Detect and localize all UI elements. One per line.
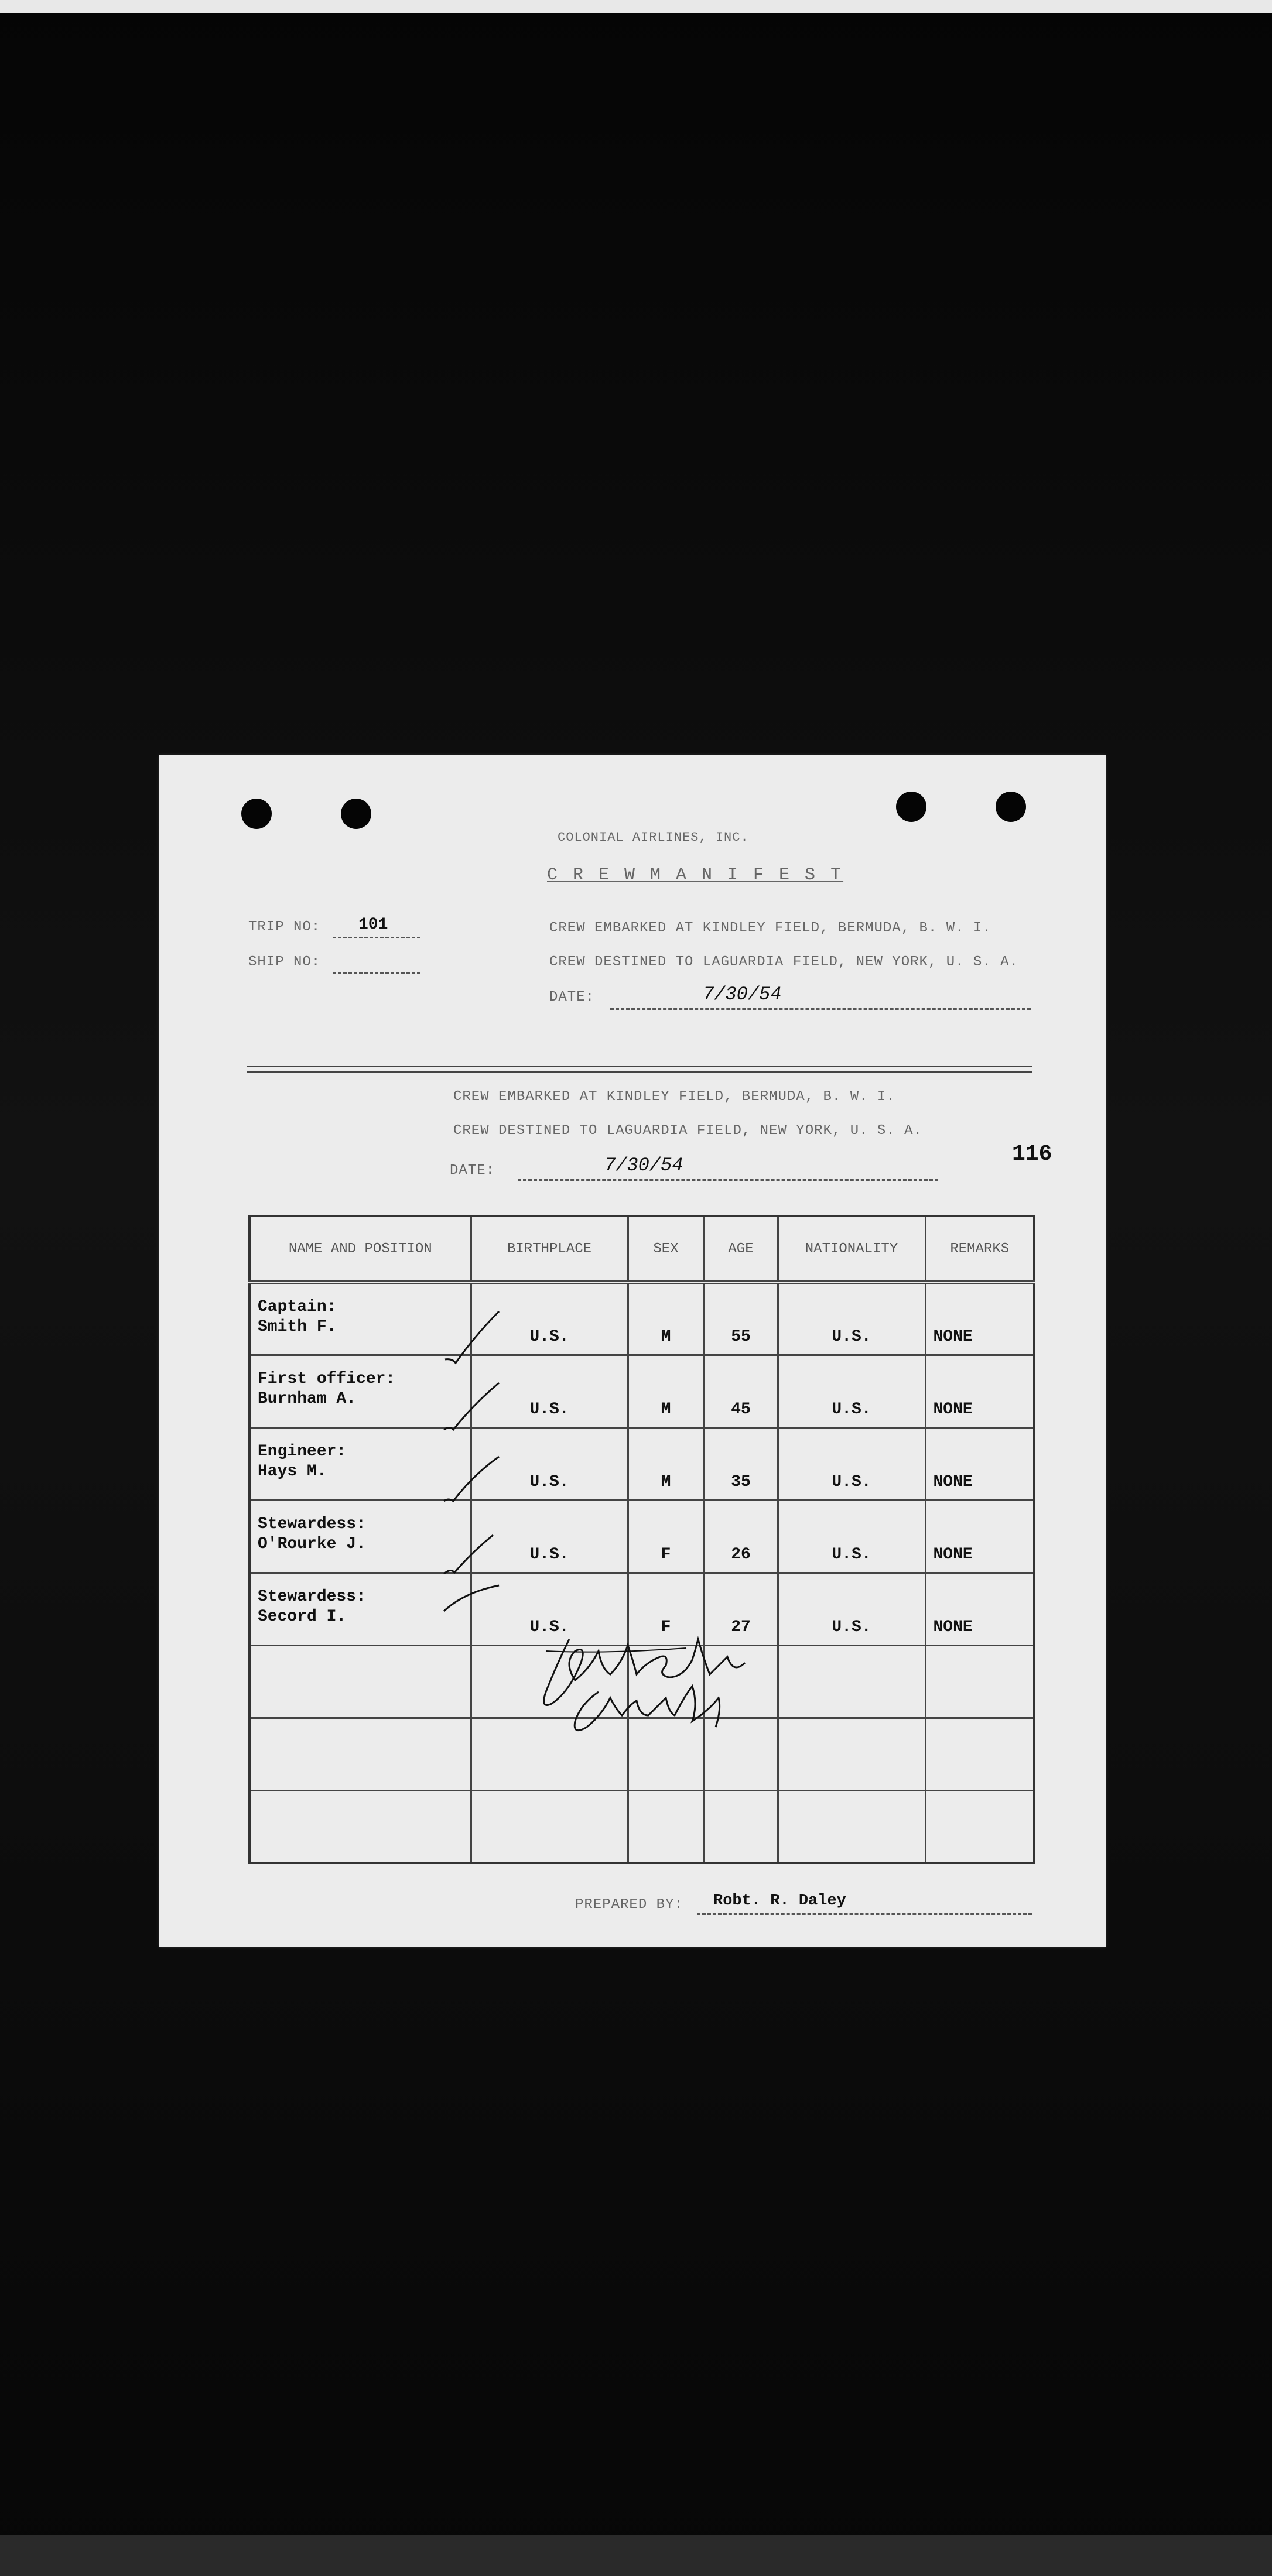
date-handwritten-2: 7/30/54 — [604, 1155, 683, 1176]
table-row — [249, 1427, 1034, 1500]
age-cell: 27 — [704, 1573, 778, 1645]
crew-table — [248, 1215, 1035, 1864]
col-header-remarks: REMARKS — [925, 1216, 1034, 1282]
company-name: COLONIAL AIRLINES, INC. — [558, 830, 749, 845]
sex-cell: M — [628, 1427, 704, 1500]
col-header-birthplace: BIRTHPLACE — [471, 1216, 628, 1282]
crew-name: Burnham A. — [258, 1390, 357, 1408]
name-position-cell — [249, 1573, 471, 1645]
trip-underline — [333, 937, 420, 938]
birthplace-cell: U.S. — [471, 1500, 628, 1573]
handwritten-signature — [534, 1628, 768, 1745]
nationality-cell: U.S. — [778, 1500, 925, 1573]
age-cell: 55 — [704, 1282, 778, 1355]
birthplace-cell: U.S. — [471, 1282, 628, 1355]
age-cell: 45 — [704, 1355, 778, 1427]
date-underline — [610, 1008, 1031, 1010]
sex-cell: F — [628, 1573, 704, 1645]
nationality-cell: U.S. — [778, 1427, 925, 1500]
col-header-name: NAME AND POSITION — [249, 1216, 471, 1282]
sex-cell: M — [628, 1282, 704, 1355]
age-cell: 35 — [704, 1427, 778, 1500]
table-row-empty — [249, 1790, 1034, 1863]
manifest-title: C R E W M A N I F E S T — [547, 865, 844, 885]
punch-hole — [341, 799, 371, 829]
birthplace-cell: U.S. — [471, 1427, 628, 1500]
remarks-cell: NONE — [925, 1573, 1034, 1645]
check-mark-icon — [444, 1383, 499, 1430]
nationality-cell: U.S. — [778, 1282, 925, 1355]
punch-hole — [996, 792, 1026, 822]
trip-number: 101 — [358, 916, 388, 934]
nationality-cell: U.S. — [778, 1573, 925, 1645]
remarks-cell: NONE — [925, 1500, 1034, 1573]
remarks-cell: NONE — [925, 1282, 1034, 1355]
check-mark-icon — [444, 1535, 493, 1574]
name-position-cell — [249, 1427, 471, 1500]
col-header-age: AGE — [704, 1216, 778, 1282]
destined-line: CREW DESTINED TO LAGUARDIA FIELD, NEW YORK, U. S. A. — [549, 954, 1018, 970]
date-label-2: DATE: — [450, 1163, 495, 1179]
age-cell: 26 — [704, 1500, 778, 1573]
name-position-cell — [249, 1355, 471, 1427]
remarks-cell: NONE — [925, 1355, 1034, 1427]
date-underline-2 — [518, 1179, 938, 1181]
name-position-cell — [249, 1282, 471, 1355]
check-marks — [440, 1306, 505, 1622]
trip-label: TRIP NO: — [248, 919, 321, 935]
page-number: 116 — [1012, 1142, 1052, 1167]
destined-line-2: CREW DESTINED TO LAGUARDIA FIELD, NEW YORK, U. S. A. — [453, 1123, 922, 1139]
punch-hole — [241, 799, 272, 829]
date-handwritten: 7/30/54 — [703, 984, 782, 1005]
prepared-by-name: Robt. R. Daley — [713, 1892, 846, 1910]
sex-cell: M — [628, 1355, 704, 1427]
crew-manifest-page — [159, 755, 1106, 1947]
crew-name: Smith F. — [258, 1317, 337, 1336]
divider-top — [247, 1066, 1032, 1067]
ship-underline — [333, 972, 420, 974]
position: Stewardess: — [258, 1588, 366, 1606]
nationality-cell: U.S. — [778, 1355, 925, 1427]
crew-name: Secord I. — [258, 1608, 347, 1626]
prepared-by-underline — [697, 1913, 1032, 1915]
table-row — [249, 1282, 1034, 1355]
position: Captain: — [258, 1297, 337, 1316]
date-label: DATE: — [549, 989, 595, 1005]
prepared-by-label: PREPARED BY: — [575, 1897, 683, 1913]
check-mark-icon — [445, 1311, 499, 1363]
punch-hole — [896, 792, 926, 822]
check-mark-icon — [444, 1585, 499, 1611]
sex-cell: F — [628, 1500, 704, 1573]
crew-name: O'Rourke J. — [258, 1535, 366, 1553]
position: First officer: — [258, 1370, 396, 1388]
col-header-sex: SEX — [628, 1216, 704, 1282]
embarked-line-2: CREW EMBARKED AT KINDLEY FIELD, BERMUDA, B. W. I. — [453, 1089, 895, 1105]
position: Stewardess: — [258, 1515, 366, 1533]
table-row — [249, 1355, 1034, 1427]
ship-label: SHIP NO: — [248, 954, 321, 970]
birthplace-cell: U.S. — [471, 1573, 628, 1645]
check-mark-icon — [444, 1457, 499, 1501]
table-row — [249, 1500, 1034, 1573]
crew-name: Hays M. — [258, 1462, 327, 1481]
remarks-cell: NONE — [925, 1427, 1034, 1500]
divider-bottom — [247, 1071, 1032, 1073]
name-position-cell — [249, 1500, 471, 1573]
col-header-nationality: NATIONALITY — [778, 1216, 925, 1282]
position: Engineer: — [258, 1443, 347, 1461]
birthplace-cell: U.S. — [471, 1355, 628, 1427]
embarked-line: CREW EMBARKED AT KINDLEY FIELD, BERMUDA, B. W. I. — [549, 920, 991, 936]
